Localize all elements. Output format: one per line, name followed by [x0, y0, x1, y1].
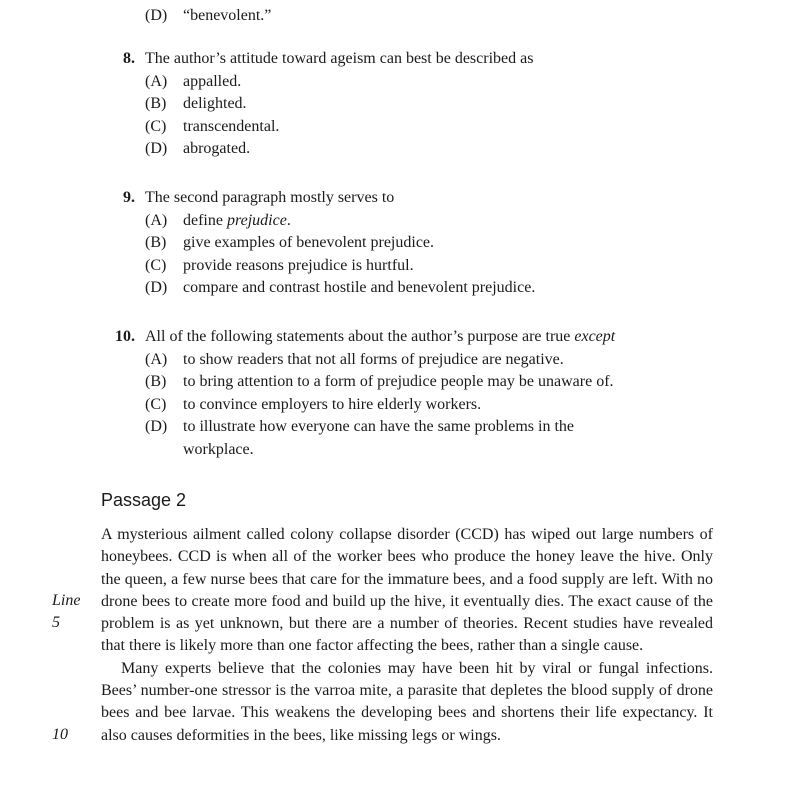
passage-paragraph-1: A mysterious ailment called colony collapse disorder (CCD) has wiped out large numbers of honeybees. CCD is when all of the worker bees who produce the honey leave the hive. Only the queen, a few nurse bees that care for the immature bees, and a food supply are left. With no drone bees to create more food and build up the hive, it eventually dies. The exact cause of the problem is as yet unknown, but there are a number of theories. Recent studies have revealed that there is likely more than one factor affecting the bees, rather than a single cause. [101, 526, 713, 655]
line-label: Line [52, 592, 81, 609]
passage-title: Passage 2 [101, 490, 187, 510]
question-number: 9. [123, 189, 135, 206]
question-stem: The author’s attitude toward ageism can best be described as [145, 50, 534, 67]
option-letter: (B) [145, 95, 167, 112]
option-letter: (C) [145, 395, 167, 413]
option-text: to illustrate how everyone can have the same problems in the [183, 418, 574, 435]
option-text-after: . [286, 211, 291, 229]
option-d [145, 5, 271, 28]
option-text-plain: define [183, 211, 227, 229]
option-a [145, 71, 279, 94]
option-letter: (C) [145, 117, 167, 135]
question-9-options [145, 210, 535, 300]
question-stem [145, 326, 615, 349]
option-text: compare and contrast hostile and benevolent prejudice. [183, 279, 536, 296]
option-text: “benevolent.” [183, 7, 272, 24]
stem-text-italic: except [574, 328, 616, 345]
option-c [145, 116, 279, 139]
option-letter: (C) [145, 256, 167, 274]
option-d [145, 277, 535, 300]
option-b [145, 93, 279, 116]
option-letter: (D) [145, 140, 168, 157]
option-text-italic: prejudice [226, 211, 287, 229]
question-7-options [145, 5, 271, 28]
question-8-options [145, 71, 279, 161]
option-a [145, 349, 614, 372]
option-d [145, 416, 614, 461]
option-c [145, 255, 535, 278]
option-letter: (D) [145, 418, 168, 435]
option-text: to convince employers to hire elderly workers. [183, 395, 482, 413]
passage-body [101, 524, 713, 747]
option-letter: (B) [145, 234, 167, 251]
option-c [145, 394, 614, 417]
option-text: give examples of benevolent prejudice. [183, 234, 435, 251]
option-text: appalled. [183, 72, 242, 90]
option-b [145, 371, 614, 394]
option-d [145, 138, 279, 161]
passage-paragraph-2: Many experts believe that the colonies may have been hit by viral or fungal infections. Bees’ number-one stressor is the varroa mite, a parasite that depletes the blood supply of drone bees and bee larvae. This weakens the developing bees and shortens their life expectancy. It also causes deformities in the bees, like missing legs or wings. [101, 659, 713, 744]
line-number-5: 5 [52, 614, 60, 631]
option-letter: (A) [145, 211, 168, 229]
option-text: delighted. [183, 95, 247, 112]
option-text: to bring attention to a form of prejudice people may be unaware of. [183, 373, 614, 390]
option-letter: (B) [145, 373, 167, 390]
option-a [145, 210, 535, 233]
option-text: to show readers that not all forms of prejudice are negative. [183, 350, 564, 368]
question-10-options [145, 349, 614, 462]
option-letter: (A) [145, 72, 168, 90]
option-text: provide reasons prejudice is hurtful. [183, 256, 414, 274]
line-number-10: 10 [52, 726, 68, 743]
option-text-continued: workplace. [183, 440, 254, 458]
question-number: 8. [123, 50, 135, 67]
option-letter: (A) [145, 350, 168, 368]
stem-text-plain: All of the following statements about the author’s purpose are true [145, 328, 575, 345]
question-stem: The second paragraph mostly serves to [145, 189, 395, 206]
option-letter: (D) [145, 7, 168, 24]
option-text: transcendental. [183, 117, 280, 135]
option-b [145, 232, 535, 255]
option-letter: (D) [145, 279, 168, 296]
question-number: 10. [115, 328, 135, 345]
option-text: abrogated. [183, 140, 251, 157]
